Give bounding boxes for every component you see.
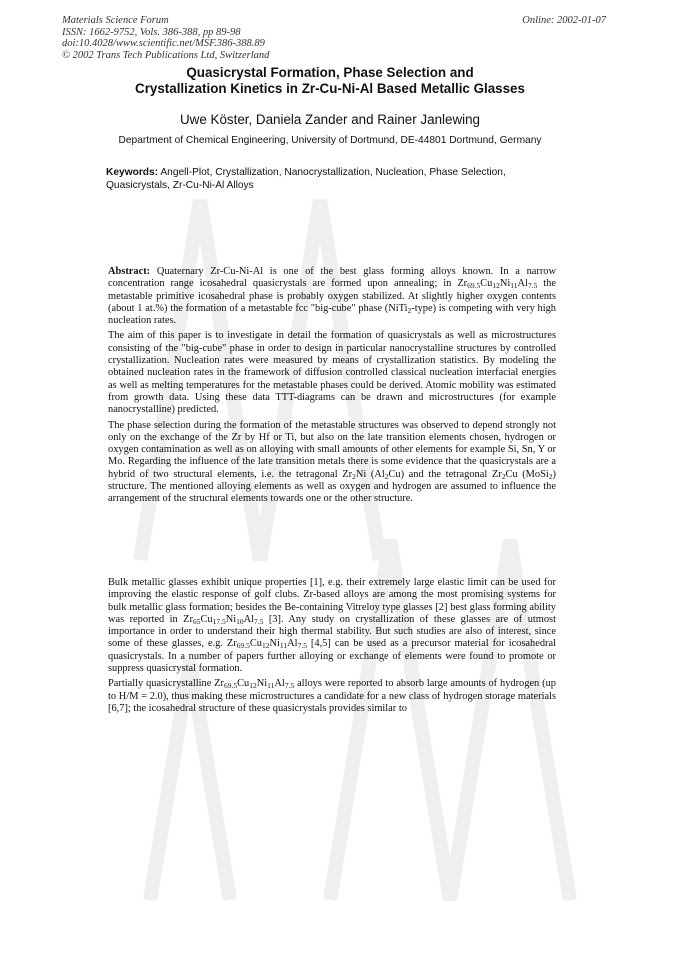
intro-paragraph-1: Bulk metallic glasses exhibit unique properties [1], e.g. their extremely large elastic limit can be used for improving the elastic response of golf clubs. Zr-based alloys are among the most promising systems for bulk metallic glass formation; besides the Be-containing Vitreloy type glasses [2] best glass forming ability was reported in $Zr_{65}Cu_{17.5}Ni_{10}Al_{7.5}$ [3]. Any study on crystallization of these glasses are of utmost importance in order to understand their high thermal stability. But such studies are also of interest, since some of these glasses, e.g. $Zr_{69.5}Cu_{12}Ni_{11}Al_{7.5}$ [4,5] can be used as a precursor material for icosahedral quasicrystals. In a number of papers further alloying or exchange of elements were found to promote or suppress quasicrystal formation.: [108, 577, 556, 675]
introduction-section: [108, 577, 556, 718]
intro-paragraph-2: Partially quasicrystalline $Zr_{69.5}Cu_{12}Ni_{11}Al_{7.5}$ alloys were reported to absorb large amounts of hydrogen (up to H/M = 2.0), thus making these microstructures a candidate for a new class of hydrogen storage materials [6,7]; the icosahedral structure of these quasicrystals provides similar to: [108, 678, 556, 714]
copyright-line: © 2002 Trans Tech Publications Ltd, Switzerland: [62, 49, 270, 61]
abstract-section: [108, 266, 556, 509]
affiliation: Department of Chemical Engineering, University of Dortmund, DE-44801 Dortmund, Germany: [118, 135, 542, 146]
title-line-1: Quasicrystal Formation, Phase Selection and: [186, 65, 474, 80]
abstract-paragraph-2: The aim of this paper is to investigate in detail the formation of quasicrystals as well as microstructures consisting of the "big-cube" phase in order to design in particular nanocrystalline structures by controlled crystallization. Nucleation rates were measured by means of crystallization statistics. By modeling the obtained nucleation rates in the framework of diffusion controlled classical nucleation interfacial energies as well as melting temperatures for the metastable phases could be derived. Atomic mobility was estimated from growth data. Using these data TTT-diagrams can be drawn and microstructures (for example nanocrystalline) predicted.: [108, 330, 556, 416]
paper-title: [60, 65, 600, 96]
keywords-label: Keywords:: [106, 167, 159, 178]
issn-line: ISSN: 1662-9752, Vols. 386-388, pp 89-98: [62, 26, 241, 38]
journal-name: Materials Science Forum: [62, 15, 169, 26]
online-date: Online: 2002-01-07: [522, 15, 606, 26]
author-list: Uwe Köster, Daniela Zander and Rainer Janlewing: [180, 112, 480, 127]
journal-metadata: [62, 15, 269, 61]
abstract-paragraph-1: Abstract: Quaternary Zr-Cu-Ni-Al is one of the best glass forming alloys known. In a narrow concentration range icosahedral quasicrystals are formed upon annealing; in $Zr_{69.5}Cu_{12}Ni_{11}Al_{7.5}$ the metastable primitive icosahedral phase is probably oxygen stabilized. At slightly higher oxygen contents (about 1 at.%) the formation of a metastable fcc "big-cube" phase (NiTi$_2$-type) is competing with very high nucleation rates.: [108, 266, 556, 327]
abstract-label: Abstract:: [108, 266, 151, 277]
doi-line[interactable]: doi:10.4028/www.scientific.net/MSF.386-388.89: [62, 38, 265, 49]
abstract-paragraph-3: The phase selection during the formation of the metastable structures was observed to depend strongly not only on the exchange of the Zr by Hf or Ti, but also on the late transition elements chosen, hydrogen or oxygen contamination as well as on alloying with small amounts of other elements for example Si, Sn, Y or Mo. Regarding the influence of the late transition metals there is some evidence that the quasicrystals are a hybrid of two structural elements, i.e. the tetragonal $Zr_2Ni$ $(Al_2Cu)$ and the tetragonal $Zr_2Cu$ (MoSi$_2$) structure. The mentioned alloying elements as well as oxygen and hydrogen are assumed to influence the arrangement of the structural elements towards one or the other structure.: [108, 419, 556, 505]
title-line-2: Crystallization Kinetics in Zr-Cu-Ni-Al Based Metallic Glasses: [135, 80, 525, 96]
keywords-text: Angell-Plot, Crystallization, Nanocrystallization, Nucleation, Phase Selection, Quasicrystals, Zr-Cu-Ni-Al Alloys: [106, 167, 506, 191]
keywords-block: [106, 167, 546, 192]
